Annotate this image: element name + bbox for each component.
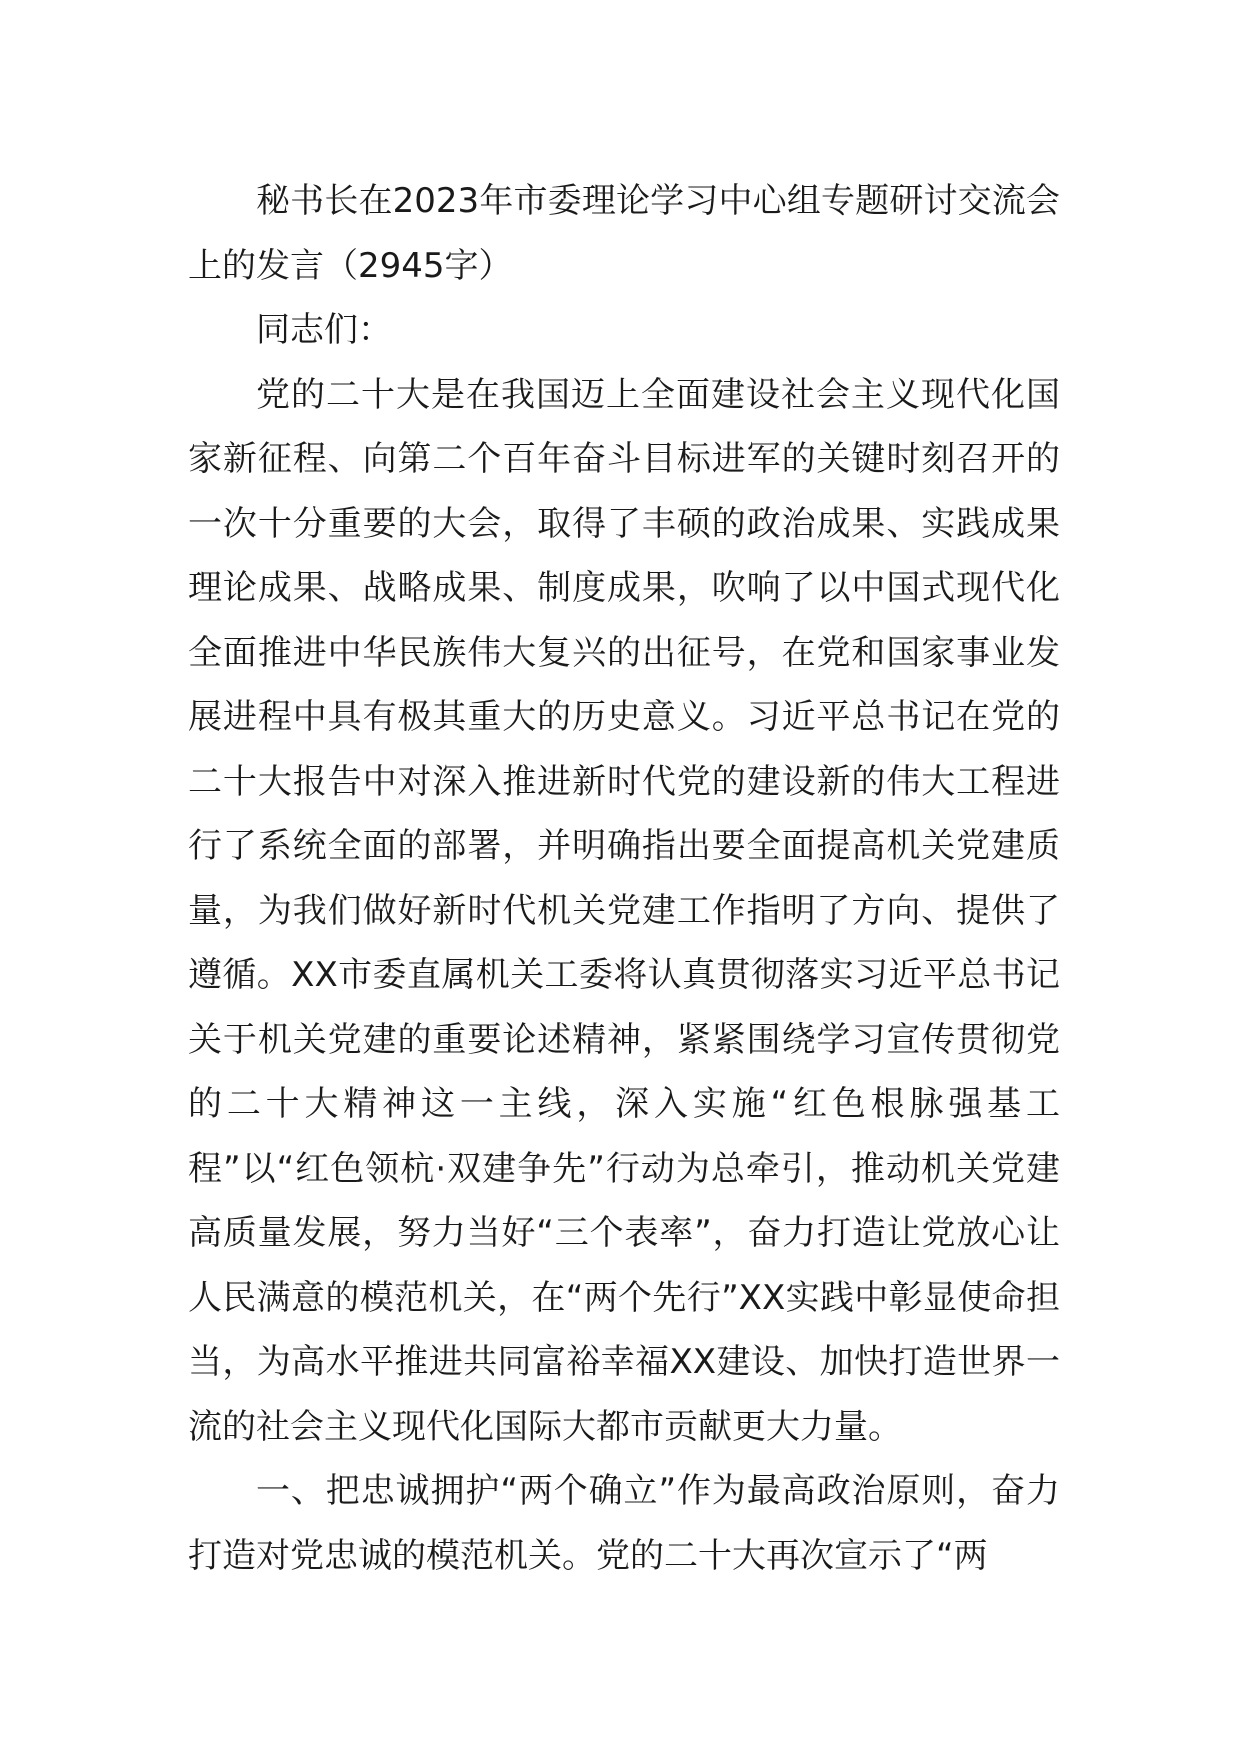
paragraph-section-one: 一、把忠诚拥护“两个确立”作为最高政治原则，奋力打造对党忠诚的模范机关。党的二十大再次宣示了“两 — [188, 1471, 1060, 1576]
document-body — [188, 169, 1060, 1588]
paragraph-intro: 党的二十大是在我国迈上全面建设社会主义现代化国家新征程、向第二个百年奋斗目标进军的关键时刻召开的一次十分重要的大会，取得了丰硕的政治成果、实践成果理论成果、战略成果、制度成果，吹响了以中国式现代化全面推进中华民族伟大复兴的出征号，在党和国家事业发展进程中具有极其重大的历史意义。习近平总书记在党的二十大报告中对深入推进新时代党的建设新的伟大工程进行了系统全面的部署，并明确指出要全面提高机关党建质量，为我们做好新时代机关党建工作指明了方向、提供了遵循。XX市委直属机关工委将认真贯彻落实习近平总书记关于机关党建的重要论述精神，紧紧围绕学习宣传贯彻党的二十大精神这一主线，深入实施“红色根脉强基工程”以“红色领杭·双建争先”行动为总牵引，推动机关党建高质量发展，努力当好“三个表率”，奋力打造让党放心让人民满意的模范机关，在“两个先行”XX实践中彰显使命担当，为高水平推进共同富裕幸福XX建设、加快打造世界一流的社会主义现代化国际大都市贡献更大力量。 — [188, 374, 1060, 1447]
salutation: 同志们： — [256, 310, 392, 350]
document-title: 秘书长在2023年市委理论学习中心组专题研讨交流会上的发言（2945字） — [188, 181, 1060, 286]
